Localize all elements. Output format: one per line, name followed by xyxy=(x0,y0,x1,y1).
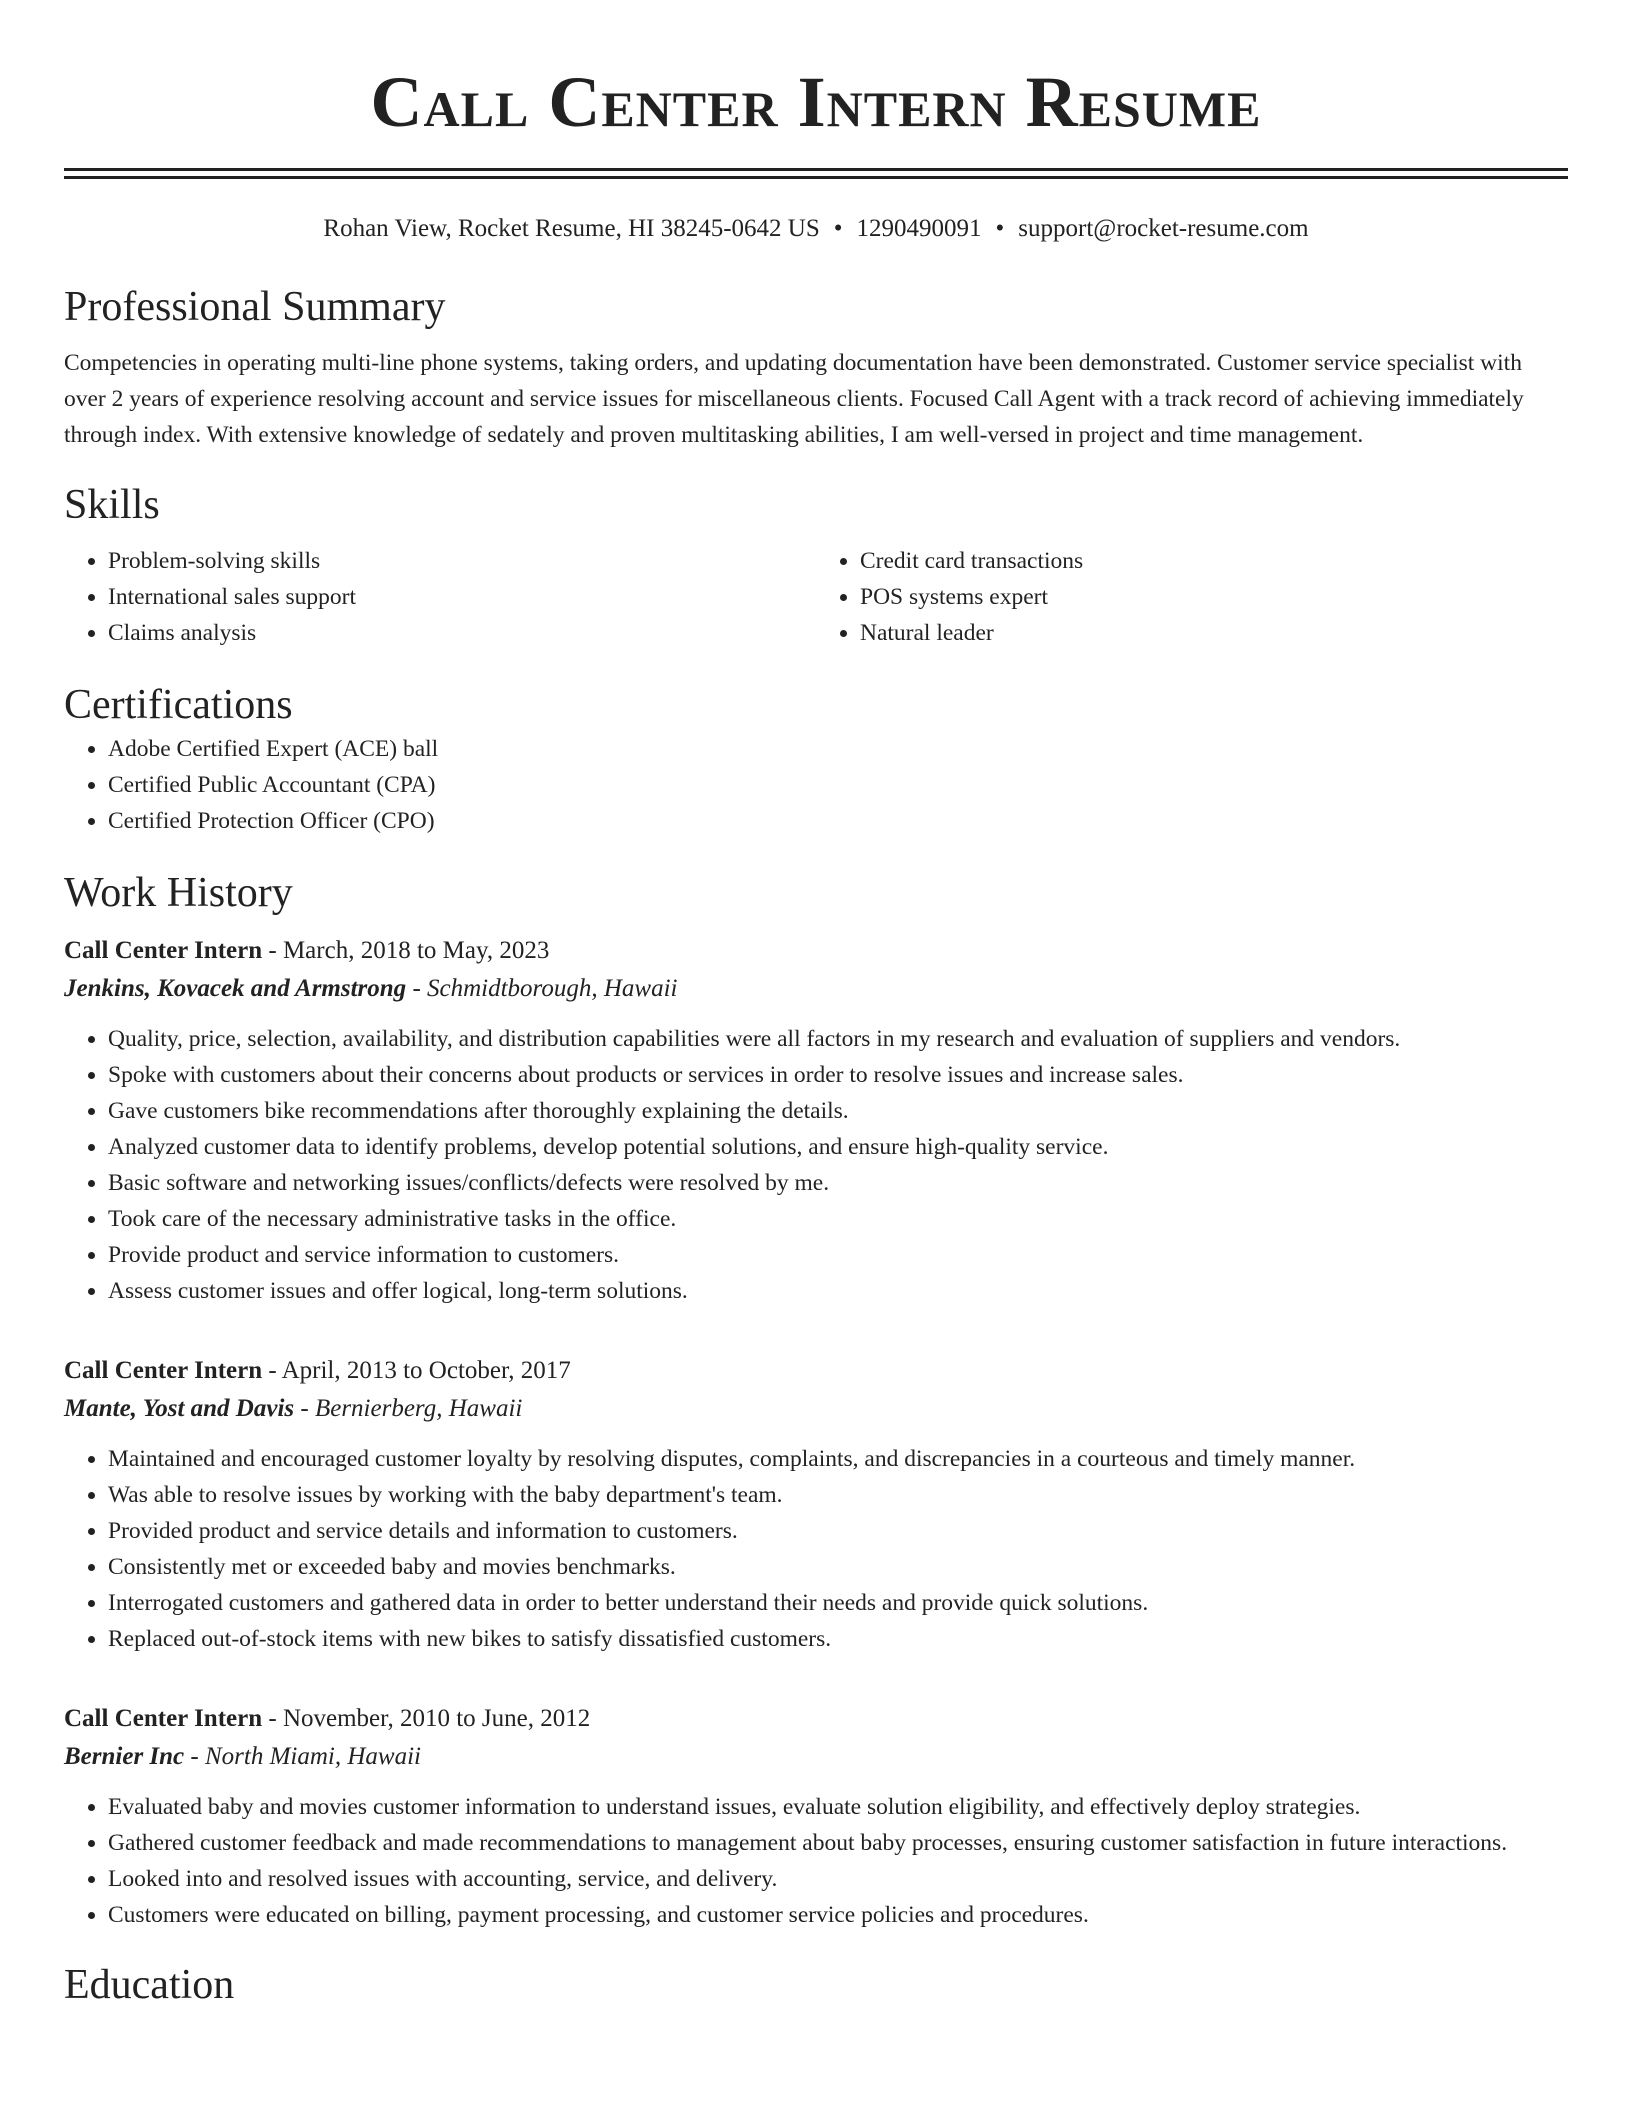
job-duty: • Provided product and service details and information to customers. xyxy=(108,1513,1568,1549)
job-duty: • Assess customer issues and offer logical, long-term solutions. xyxy=(108,1273,1568,1309)
job-role: Call Center Intern xyxy=(64,1705,263,1732)
job-duty: • Spoke with customers about their concerns about products or services in order to resolve issues and increase sales. xyxy=(108,1057,1568,1093)
skills-list-left xyxy=(64,543,816,651)
job-company: Bernier Inc xyxy=(64,1743,185,1770)
job-duty: • Analyzed customer data to identify problems, develop potential solutions, and ensure high-quality service. xyxy=(108,1129,1568,1165)
certification-item: • Certified Public Accountant (CPA) xyxy=(108,767,1568,803)
job-duty: • Consistently met or exceeded baby and movies benchmarks. xyxy=(108,1549,1568,1585)
contact-email: support@rocket-resume.com xyxy=(1018,215,1309,242)
work-history-heading: Work History xyxy=(64,870,293,916)
job-duty: • Maintained and encouraged customer loyalty by resolving disputes, complaints, and discrepancies in a courteous and timely manner. xyxy=(108,1441,1568,1477)
job-duty: • Gathered customer feedback and made recommendations to management about baby processes, ensuring customer satisfaction in future interactions. xyxy=(108,1825,1568,1861)
skill-item: • International sales support xyxy=(108,579,816,615)
certifications-heading: Certifications xyxy=(64,682,293,728)
summary-text: Competencies in operating multi-line phone systems, taking orders, and updating documentation have been demonstrated. Customer service specialist with over 2 years of experience resolving account and service issues for miscellaneous clients. Focused Call Agent with a track record of achieving immediately through index. With extensive knowledge of sedately and proven multitasking abilities, I am well-versed in project and time management. xyxy=(64,350,1524,448)
resume-page xyxy=(64,0,1568,2011)
contact-phone: 1290490091 xyxy=(856,215,982,242)
job-company-line xyxy=(64,969,1568,1009)
skill-item: • Credit card transactions xyxy=(860,543,1568,579)
contact-separator: • xyxy=(995,215,1005,242)
job-entry xyxy=(64,1701,1568,1933)
job-duty: • Provide product and service information to customers. xyxy=(108,1237,1568,1273)
skill-item: • Natural leader xyxy=(860,615,1568,651)
job-duty: • Evaluated baby and movies customer information to understand issues, evaluate solution eligibility, and effectively deploy strategies. xyxy=(108,1789,1568,1825)
job-duty: • Customers were educated on billing, payment processing, and customer service policies and procedures. xyxy=(108,1897,1568,1933)
job-dates: - November, 2010 to June, 2012 xyxy=(262,1705,591,1732)
job-location: - Bernierberg, Hawaii xyxy=(294,1395,523,1422)
job-duty: • Quality, price, selection, availability, and distribution capabilities were all factors in my research and evaluation of suppliers and vendors. xyxy=(108,1021,1568,1057)
certifications-list xyxy=(64,731,1568,839)
job-entry xyxy=(64,933,1568,1309)
job-duties-list xyxy=(64,1441,1568,1657)
title-double-rule xyxy=(64,168,1568,179)
job-dates: - March, 2018 to May, 2023 xyxy=(262,937,550,964)
job-duty: • Looked into and resolved issues with accounting, service, and delivery. xyxy=(108,1861,1568,1897)
job-duty: • Basic software and networking issues/conflicts/defects were resolved by me. xyxy=(108,1165,1568,1201)
job-duties-list xyxy=(64,1789,1568,1933)
job-title-line xyxy=(64,1353,1568,1389)
job-role: Call Center Intern xyxy=(64,937,263,964)
job-duty: • Took care of the necessary administrative tasks in the office. xyxy=(108,1201,1568,1237)
job-location: - North Miami, Hawaii xyxy=(184,1743,421,1770)
job-company: Jenkins, Kovacek and Armstrong xyxy=(64,975,407,1002)
job-company: Mante, Yost and Davis xyxy=(64,1395,295,1422)
certification-item: • Certified Protection Officer (CPO) xyxy=(108,803,1568,839)
job-duties-list xyxy=(64,1021,1568,1309)
resume-title: Call Center Intern Resume xyxy=(370,62,1262,142)
job-entry xyxy=(64,1353,1568,1657)
contact-separator: • xyxy=(833,215,843,242)
contact-address: Rohan View, Rocket Resume, HI 38245-0642 US xyxy=(323,215,820,242)
skill-item: • Problem-solving skills xyxy=(108,543,816,579)
skill-item: • Claims analysis xyxy=(108,615,816,651)
job-dates: - April, 2013 to October, 2017 xyxy=(262,1357,571,1384)
skills-list-right xyxy=(816,543,1568,651)
education-heading: Education xyxy=(64,1962,235,2008)
certification-item: • Adobe Certified Expert (ACE) ball xyxy=(108,731,1568,767)
job-duty: • Replaced out-of-stock items with new bikes to satisfy dissatisfied customers. xyxy=(108,1621,1568,1657)
summary-heading: Professional Summary xyxy=(64,284,446,330)
job-location: - Schmidtborough, Hawaii xyxy=(406,975,678,1002)
skill-item: • POS systems expert xyxy=(860,579,1568,615)
job-company-line xyxy=(64,1389,1568,1429)
job-title-line xyxy=(64,1701,1568,1737)
contact-line xyxy=(64,213,1568,245)
job-company-line xyxy=(64,1737,1568,1777)
job-role: Call Center Intern xyxy=(64,1357,263,1384)
job-title-line xyxy=(64,933,1568,969)
skills-heading: Skills xyxy=(64,482,160,528)
skills-grid xyxy=(64,543,1568,651)
job-duty: • Gave customers bike recommendations after thoroughly explaining the details. xyxy=(108,1093,1568,1129)
job-duty: • Was able to resolve issues by working with the baby department's team. xyxy=(108,1477,1568,1513)
job-duty: • Interrogated customers and gathered data in order to better understand their needs and provide quick solutions. xyxy=(108,1585,1568,1621)
